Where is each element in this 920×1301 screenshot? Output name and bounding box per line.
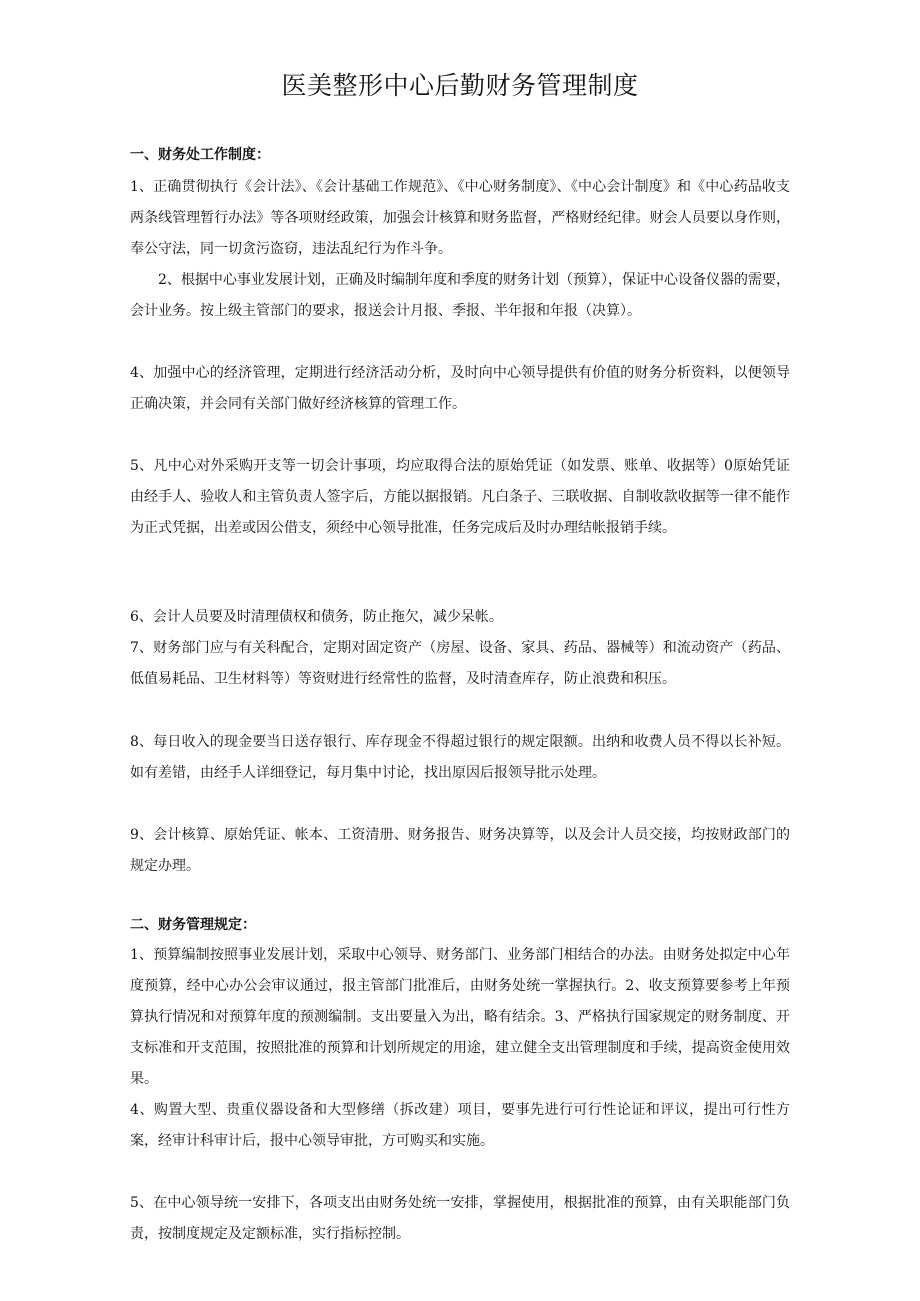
paragraph: 4、购置大型、贵重仪器设备和大型修缮（拆改建）项目，要事先进行可行性论证和评议，提出可行性方案，经审计科审计后，报中心领导审批，方可购买和实施。 xyxy=(130,1102,790,1149)
paragraph: 4、加强中心的经济管理，定期进行经济活动分析，及时向中心领导提供有价值的财务分析资料，以便领导正确决策，并会同有关部门做好经济核算的管理工作。 xyxy=(130,365,790,412)
paragraph: 6、会计人员要及时清理债权和债务，防止拖欠，减少呆帐。 xyxy=(130,609,503,625)
paragraph: 1、正确贯彻执行《会计法》、《会计基础工作规范》、《中心财务制度》、《中心会计制度》和《中心药品收支两条线管理暂行办法》等各项财经政策，加强会计核算和财务监督，严格财经纪律。财会人员要以身作则，奉公守法，同一切贪污盗窃，违法乱纪行为作斗争。 xyxy=(130,179,790,257)
section-heading-1: 一、财务处工作制度： xyxy=(130,147,270,163)
paragraph: 8、每日收入的现金要当日送存银行、库存现金不得超过银行的规定限额。出纳和收费人员不得以长补短。如有差错，由经手人详细登记，每月集中讨论，找出原因后报领导批示处理。 xyxy=(130,734,790,781)
paragraph: 9、会计核算、原始凭证、帐本、工资清册、财务报告、财务决算等，以及会计人员交接，均按财政部门的规定办理。 xyxy=(130,827,790,874)
section-heading-2: 二、财务管理规定： xyxy=(130,917,256,933)
paragraph: 7、财务部门应与有关科配合，定期对固定资产（房屋、设备、家具、药品、器械等）和流动资产（药品、低值易耗品、卫生材料等）等资财进行经常性的监督，及时清查库存，防止浪费和积压。 xyxy=(130,640,790,687)
document-title: 医美整形中心后勤财务管理制度 xyxy=(281,71,639,100)
paragraph: 5、在中心领导统一安排下，各项支出由财务处统一安排，掌握使用，根据批准的预算，由有关职能部门负责，按制度规定及定额标准，实行指标控制。 xyxy=(130,1195,790,1242)
paragraph: 5、凡中心对外采购开支等一切会计事项，均应取得合法的原始凭证（如发票、账单、收据等）0原始凭证由经手人、验收人和主管负责人签字后，方能以据报销。凡白条子、三联收据、自制收款收据等一律不能作为正式凭据，出差或因公借支，须经中心领导批准，任务完成后及时办理结帐报销手续。 xyxy=(130,458,790,536)
paragraph: 1、预算编制按照事业发展计划，采取中心领导、财务部门、业务部门相结合的办法。由财务处拟定中心年度预算，经中心办公会审议通过，报主管部门批准后，由财务处统一掌握执行。2、收支预算要参考上年预算执行情况和对预算年度的预测编制。支出要量入为出，略有结余。3、严格执行国家规定的财务制度、开支标准和开支范围，按照批准的预算和计划所规定的用途，建立健全支出管理制度和手续，提高资金使用效果。 xyxy=(130,947,790,1087)
paragraph: 2、根据中心事业发展计划，正确及时编制年度和季度的财务计划（预算），保证中心设备仪器的需要，会计业务。按上级主管部门的要求，报送会计月报、季报、半年报和年报（决算）。 xyxy=(130,272,790,319)
